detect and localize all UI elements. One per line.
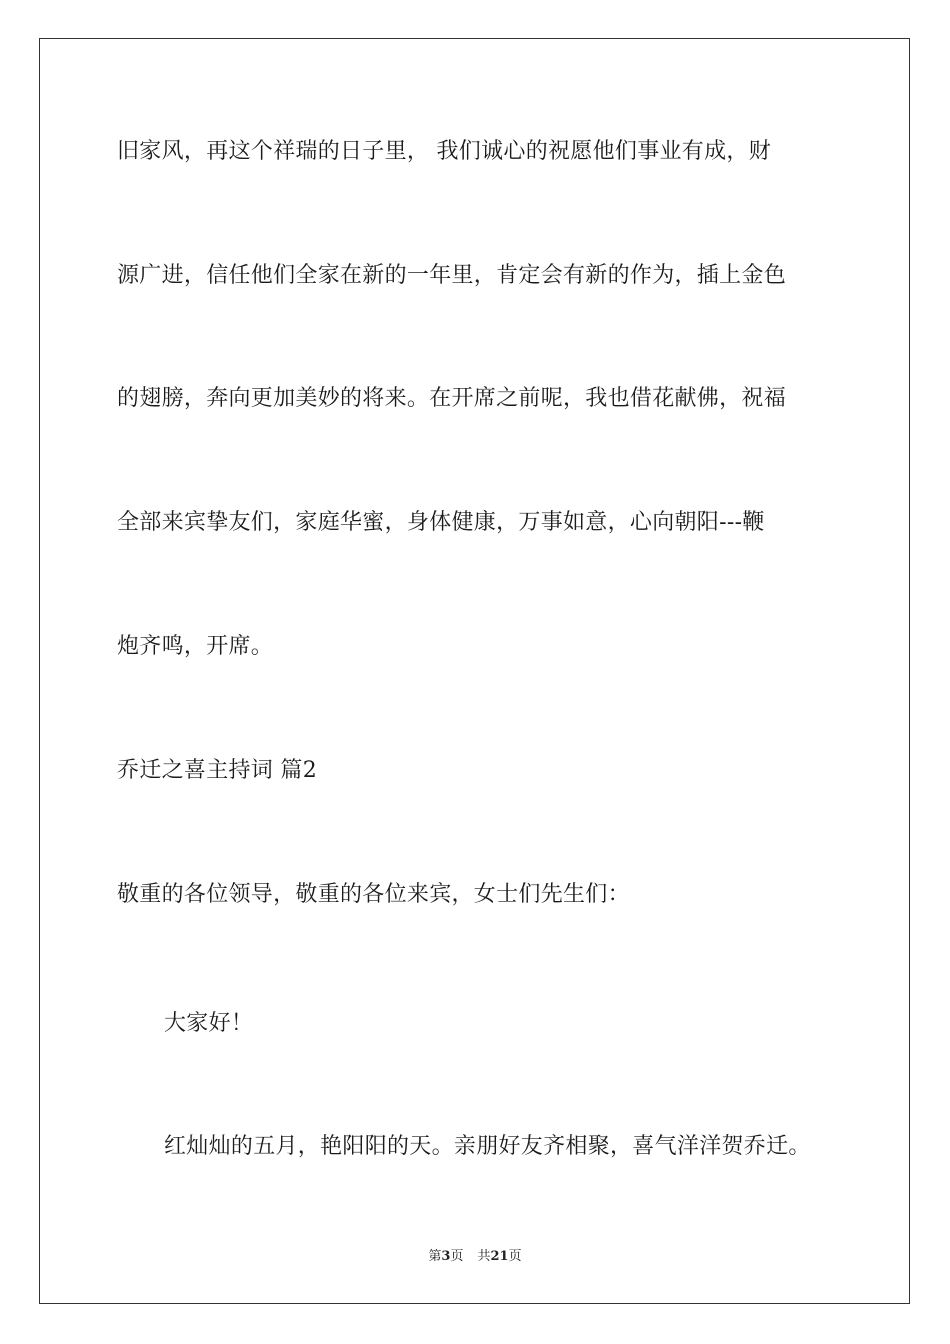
total-page-count: 21 <box>490 1249 509 1264</box>
body-line-5: 炮齐鸣，开席。 <box>117 634 274 659</box>
total-suffix: 页 <box>508 1249 522 1264</box>
greeting: 大家好！ <box>164 1011 254 1036</box>
page-prefix: 第 <box>428 1249 442 1264</box>
body-line-4: 全部来宾挚友们，家庭华蜜，身体健康，万事如意，心向朝阳---鞭 <box>117 510 765 535</box>
body-line-1: 旧家风，再这个祥瑞的日子里， 我们诚心的祝愿他们事业有成，财 <box>117 139 771 164</box>
page-suffix: 页 <box>450 1249 464 1264</box>
body-line-2: 源广进，信任他们全家在新的一年里，肯定会有新的作为，插上金色 <box>117 263 787 288</box>
page-border <box>39 38 910 1304</box>
current-page-number: 3 <box>441 1249 451 1264</box>
body-line-3: 的翅膀，奔向更加美妙的将来。在开席之前呢，我也借花献佛，祝福 <box>117 386 787 411</box>
section-title: 乔迁之喜主持词 篇2 <box>117 758 317 783</box>
total-prefix: 共 <box>477 1249 491 1264</box>
page-footer <box>0 1248 950 1266</box>
salutation: 敬重的各位领导，敬重的各位来宾，女士们先生们： <box>117 882 630 907</box>
opening-line: 红灿灿的五月，艳阳阳的天。亲朋好友齐相聚，喜气洋洋贺乔迁。 <box>164 1134 811 1159</box>
